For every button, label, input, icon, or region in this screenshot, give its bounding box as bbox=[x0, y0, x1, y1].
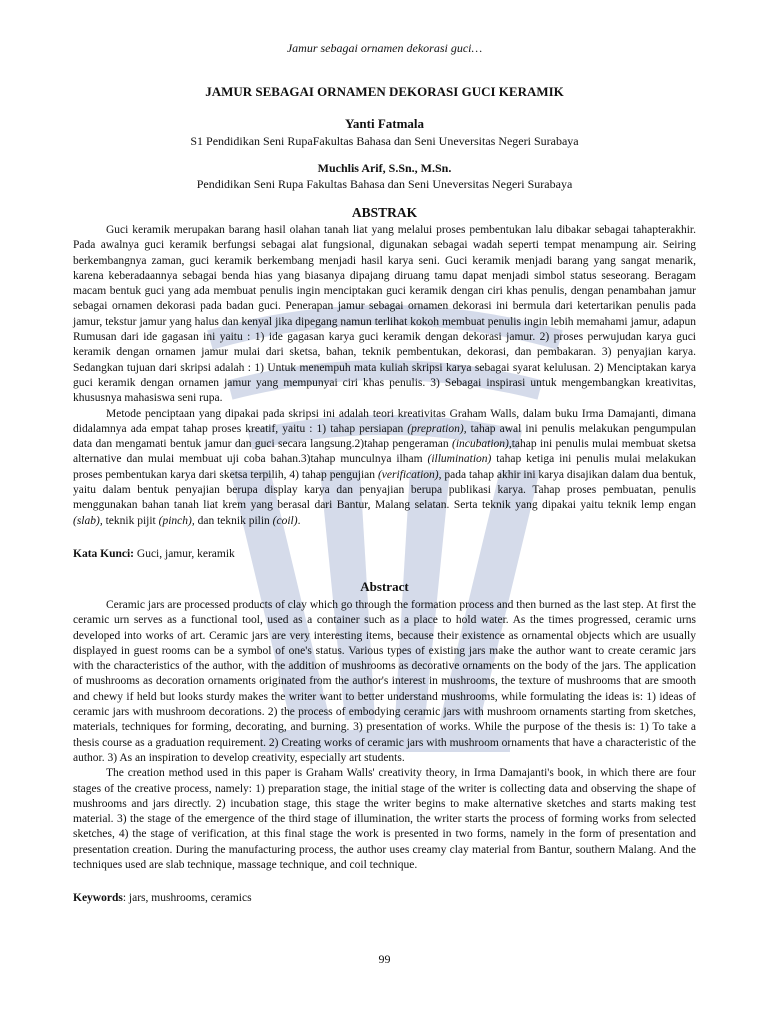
kata-kunci-values: Guci, jamur, keramik bbox=[134, 548, 235, 560]
abstract-heading: Abstract bbox=[360, 579, 409, 594]
abstract-body bbox=[73, 598, 696, 873]
author-2-affiliation: Pendidikan Seni Rupa Fakultas Bahasa dan Seni Uneversitas Negeri Surabaya bbox=[196, 177, 573, 191]
kata-kunci bbox=[73, 548, 696, 560]
abstract-paragraph-2: The creation method used in this paper is Graham Walls' creativity theory, in Irma Damajanti's book, in which there are four stages of the creative process, namely: 1) preparation stage, the initial stage of the writer is collecting data and observing the shape of mushrooms and jars directly. 2) incubation stage, this stage the writer begins to make alternative sketches and starts making test material. 3) the stage of the emergence of the third stage of illumination, the writer starts the process of forming works from selected sketches, 4) the stage of verification, at this final stage the work is presented in two forms, namely in the form of presentation and presentation creation. During the manufacturing process, the author uses creamy clay material from Bantur, southern Malang. And the techniques used are slab technique, massage technique, and coil technique. bbox=[73, 767, 696, 872]
abstrak-paragraph-2: Metode penciptaan yang dipakai pada skripsi ini adalah teori kreativitas Graham Walls, dalam buku Irma Damajanti, dimana didalamnya ada empat tahap proses kreatif, yaitu : 1) tahap persiapan (prepration), tahap awal ini penulis melakukan pengumpulan data dan mengamati bentuk jamur dan guci secara langsung.2)tahap pengeraman (incubation),tahap ini penulis mulai membuat sketsa alternative dan mulai membuat uji coba bahan.3)tahap munculnya ilham (illumination) tahap ketiga ini penulis mulai melakukan proses pembentukan karya dari sketsa terpilih, 4) tahap pengujian (verification), pada tahap akhir ini karya disajikan dalam dua bentuk, yaitu dalam bentuk penyajian berupa display karya dan penyajian berupa publikasi karya. Tahap proses pembuatan, penulis menggunakan bahan tanah liat krem yang berasal dari Bantur, Malang selatan. Serta teknik yang dipakai yaitu teknik lemp engan (slab), teknik pijit (pinch), dan teknik pilin (coil). bbox=[73, 407, 696, 527]
author-2-name: Muchlis Arif, S.Sn., M.Sn. bbox=[317, 161, 452, 175]
running-header: Jamur sebagai ornamen dekorasi guci… bbox=[286, 41, 483, 55]
page-number: 99 bbox=[378, 952, 391, 966]
keywords-label: Keywords bbox=[73, 892, 123, 904]
kata-kunci-label: Kata Kunci: bbox=[73, 548, 135, 560]
abstrak-body bbox=[73, 223, 696, 529]
author-1-name: Yanti Fatmala bbox=[344, 116, 425, 131]
paper-title: JAMUR SEBAGAI ORNAMEN DEKORASI GUCI KERAMIK bbox=[205, 84, 564, 99]
abstract-paragraph-1: Ceramic jars are processed products of clay which go through the formation process and then burned as the last step. At first the ceramic urn serves as a functional tool, used as a container such as a place to hold water. As the times progressed, ceramic urns developed into works of art. Ceramic jars are very interesting items, because their existence as ornamental objects which are usually displayed in guest rooms can be a symbol of one's status. Various types of existing jars make the author want to create ceramic jars with the characteristics of the author, with the addition of mushrooms as decorative ornaments on the body of the jars. The application of mushrooms as decoration ornaments originated from the author's interest in mushrooms, the texture of mushrooms that are smooth and chewy if held but looks sturdy makes the writer want to better understand mushrooms, while formulating the ideas is: 1) ideas of ceramic jars with mushroom decorations. 2) the process of embodying ceramic jars with mushroom ornaments starting from sketches, materials, techniques for forming, decorating, and burning. 3) presentation of works. While the purpose of the thesis is: 1) To take a thesis course as a graduation requirement. 2) Creating works of ceramic jars with mushroom ornaments that have a characteristic of the author. 3) As an inspiration to develop creativity, especially art students. bbox=[73, 599, 696, 764]
abstrak-paragraph-1: Guci keramik merupakan barang hasil olahan tanah liat yang melalui proses pembentukan lalu dibakar sebagai tahapterakhir. Pada awalnya guci keramik berfungsi sebagai alat fungsional, digunakan sebagai wadah seperti tempat menampung air. Seiring berkembangnya zaman, guci keramik berkembang menjadi hasil karya seni. Guci keramik menjadi barang yang sangat menarik, karena keberadaannya sebagai benda hias yang biasanya dipajang diruang tamu dapat menjadi simbol status seseorang. Beragam macam bentuk guci yang ada membuat penulis ingin menciptakan guci keramik dengan ciri khas penulis, dengan penambahan jamur sebagai ornamen dekorasi pada badan guci. Penerapan jamur sebagai ornamen dekorasi ini bermula dari ketertarikan penulis pada jamur, tekstur jamur yang halus dan kenyal jika dipegang namun terlihat kokoh membuat penulis ingin lebih memahami jamur, adapun Rumusan dari ide gagasan ini yaitu : 1) ide gagasan karya guci keramik dengan dekorasi jamur. 2) proses perwujudan karya guci keramik dengan ornamen jamur mulai dari sketsa, bahan, teknik pembentukan, dekorasi, dan pembakaran. 3) penyajian karya. Sedangkan tujuan dari skripsi adalah : 1) Untuk menempuh mata kuliah skripsi karya sebagai syarat kelulusan. 2) Menciptakan karya guci keramik dengan ornamen jamur yang mempunyai ciri khas penulis. 3) Sebagai inspirasi untuk mengembangkan kreativitas, khususnya mahasiswa seni rupa. bbox=[73, 224, 696, 405]
keywords-values: : jars, mushrooms, ceramics bbox=[122, 892, 252, 904]
keywords bbox=[73, 892, 696, 904]
abstrak-heading: ABSTRAK bbox=[351, 205, 418, 220]
author-1-affiliation: S1 Pendidikan Seni RupaFakultas Bahasa dan Seni Uneversitas Negeri Surabaya bbox=[190, 134, 579, 148]
